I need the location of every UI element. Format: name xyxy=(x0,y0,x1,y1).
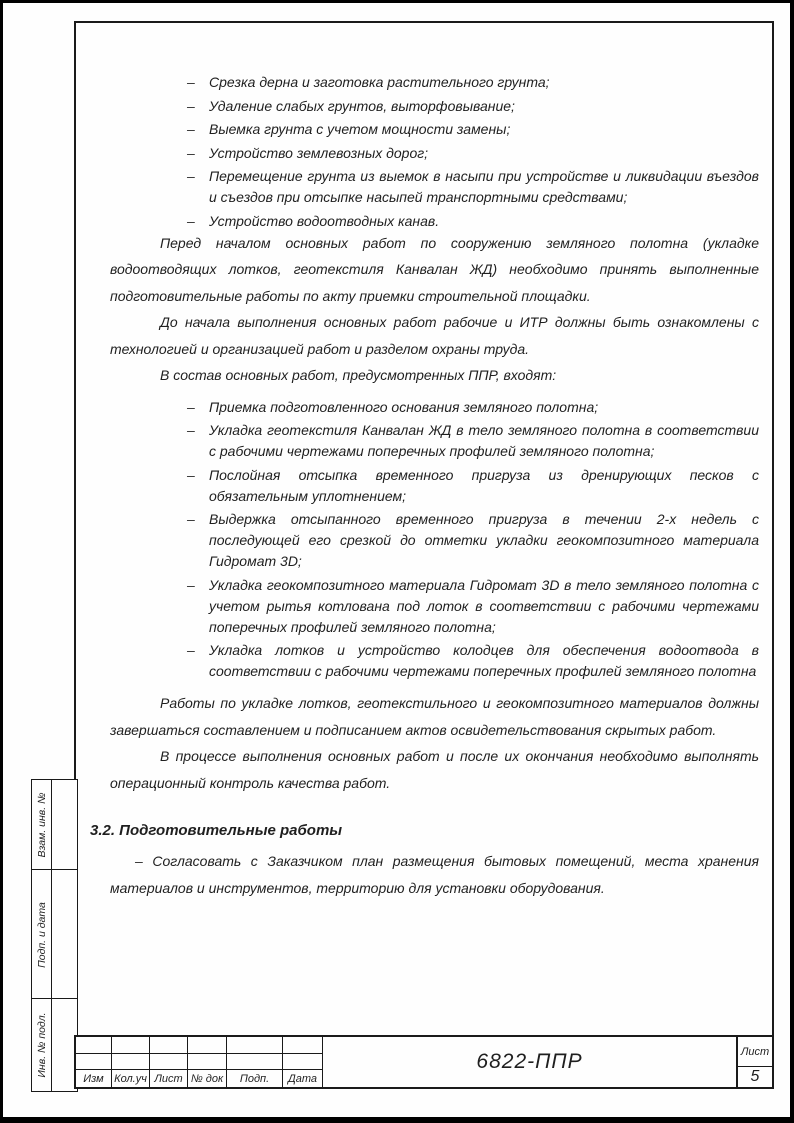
list-item-text: Устройство землевозных дорог; xyxy=(209,144,429,161)
bullet-list-2 xyxy=(110,397,759,683)
body-paragraph: В процессе выполнения основных работ и после их окончания необходимо выполнять операционный контроль качества работ. xyxy=(110,748,759,791)
stamp-label-text: Взам. инв. № xyxy=(35,792,48,858)
list-item-text: Перемещение грунта из выемок в насыпи при устройстве и ликвидации въездов и съездов при отсыпке насыпей транспортными средствами; xyxy=(209,168,759,205)
revision-header-koluch: Кол.уч xyxy=(112,1070,150,1087)
list-item-text: Выемка грунта с учетом мощности замены; xyxy=(209,121,511,137)
revision-cell-empty xyxy=(283,1054,323,1071)
list-item-text: Срезка дерна и заготовка растительного грунта; xyxy=(209,74,550,90)
body-paragraph: Перед началом основных работ по сооружению земляного полотна (укладке водоотводящих лотков, геотекстиля Канвалан ЖД) необходимо принять выполненные подготовительные работы по акту приемки строительной площадки. xyxy=(110,234,759,304)
revision-cell-empty xyxy=(227,1037,283,1054)
list-item-text: Укладка геотекстиля Канвалан ЖД в тело земляного полотна в соответствии с рабочими чертежами поперечных профилей земляного полотна; xyxy=(209,422,759,459)
bullet-dash: – xyxy=(187,144,195,161)
list-item xyxy=(187,640,759,682)
revision-header-izm: Изм xyxy=(76,1070,112,1087)
bullet-list-1 xyxy=(110,72,759,232)
bullet-dash: – xyxy=(187,212,195,229)
page-content xyxy=(76,23,772,1031)
revision-cell-empty xyxy=(227,1054,283,1071)
bullet-dash: – xyxy=(187,511,195,527)
bullet-dash: – xyxy=(187,398,195,415)
revision-header-list: Лист xyxy=(150,1070,188,1087)
list-item xyxy=(187,465,759,507)
revision-cell-empty xyxy=(76,1054,112,1071)
paragraph-group-2 xyxy=(110,690,759,796)
stamp-inv-podl xyxy=(31,998,78,1092)
drawing-frame xyxy=(74,21,774,1089)
revision-cell-empty xyxy=(76,1037,112,1054)
stamp-vzam-inv xyxy=(31,779,78,871)
bullet-dash: – xyxy=(187,97,195,114)
revision-cell-empty xyxy=(112,1054,150,1071)
stamp-value-cell xyxy=(52,870,77,999)
revision-header-data: Дата xyxy=(283,1070,323,1087)
section-heading: 3.2. Подготовительные работы xyxy=(90,822,343,839)
list-item xyxy=(187,166,759,208)
revision-cell-empty xyxy=(112,1037,150,1054)
sheet-number: 5 xyxy=(750,1068,760,1085)
section-paragraph: – Согласовать с Заказчиком план размещения бытовых помещений, места хранения материалов и инструментов, территорию для установки оборудования. xyxy=(110,853,759,896)
bullet-dash: – xyxy=(187,168,195,184)
list-item xyxy=(187,72,759,93)
revision-cell-empty xyxy=(188,1037,227,1054)
list-item xyxy=(187,509,759,572)
list-item xyxy=(187,211,759,232)
stamp-label-text: Подп. и дата xyxy=(35,901,48,968)
list-item xyxy=(187,397,759,418)
sheet-cell xyxy=(738,1037,772,1087)
sheet-label: Лист xyxy=(738,1037,772,1067)
list-item xyxy=(187,119,759,140)
bullet-dash: – xyxy=(187,576,195,593)
list-item-text: Укладка геокомпозитного материала Гидромат 3D в тело земляного полотна с учетом рытья котлована под лоток в соответствии с рабочими чертежами поперечных профилей земляного полотна; xyxy=(209,576,759,635)
list-item-text: Укладка лотков и устройство колодцев для обеспечения водоотвода в соответствии с рабочими чертежами поперечных профилей земляного полотна xyxy=(209,642,759,679)
list-item-text: Приемка подготовленного основания земляного полотна; xyxy=(209,398,599,415)
list-item-text: Послойная отсыпка временного пригруза из дренирующих песков с обязательным уплотнением; xyxy=(209,466,759,504)
list-item-text: Выдержка отсыпанного временного пригруза в течении 2-х недель с последующей его срезкой до отметки укладки геокомпозитного материала Гидромат 3D; xyxy=(209,511,759,569)
document-number: 6822-ППР xyxy=(323,1037,738,1087)
title-block xyxy=(74,1035,774,1089)
list-item xyxy=(187,143,759,164)
revision-header-podp: Подп. xyxy=(227,1070,283,1087)
body-paragraph: Работы по укладке лотков, геотекстильного и геокомпозитного материалов должны завершаться составлением и подписанием актов освидетельствования скрытых работ. xyxy=(110,695,759,738)
bullet-dash: – xyxy=(187,642,195,658)
body-paragraph: В состав основных работ, предусмотренных ППР, входят: xyxy=(160,367,557,383)
list-item xyxy=(187,96,759,117)
stamp-label-cell xyxy=(32,780,52,870)
stamp-label-cell xyxy=(32,870,52,999)
paragraph-group-1 xyxy=(110,230,759,389)
stamp-label-cell xyxy=(32,999,52,1091)
stamp-label-text: Инв. № подл. xyxy=(35,1012,48,1078)
revision-table xyxy=(76,1037,323,1087)
revision-cell-empty xyxy=(283,1037,323,1054)
list-item-text: Удаление слабых грунтов, выторфовывание; xyxy=(209,97,515,114)
list-item xyxy=(187,575,759,638)
body-paragraph: До начала выполнения основных работ рабочие и ИТР должны быть ознакомлены с технологией и организацией работ и разделом охраны труда. xyxy=(110,314,759,357)
bullet-dash: – xyxy=(187,74,195,90)
revision-cell-empty xyxy=(150,1037,188,1054)
stamp-podp-data xyxy=(31,869,78,1000)
revision-cell-empty xyxy=(150,1054,188,1071)
bullet-dash: – xyxy=(187,121,195,137)
list-item xyxy=(187,420,759,462)
stamp-value-cell xyxy=(52,780,77,870)
bullet-dash: – xyxy=(187,466,195,483)
bullet-dash: – xyxy=(187,422,195,438)
revision-cell-empty xyxy=(188,1054,227,1071)
revision-header-dok: № док xyxy=(188,1070,227,1087)
list-item-text: Устройство водоотводных канав. xyxy=(209,212,440,229)
